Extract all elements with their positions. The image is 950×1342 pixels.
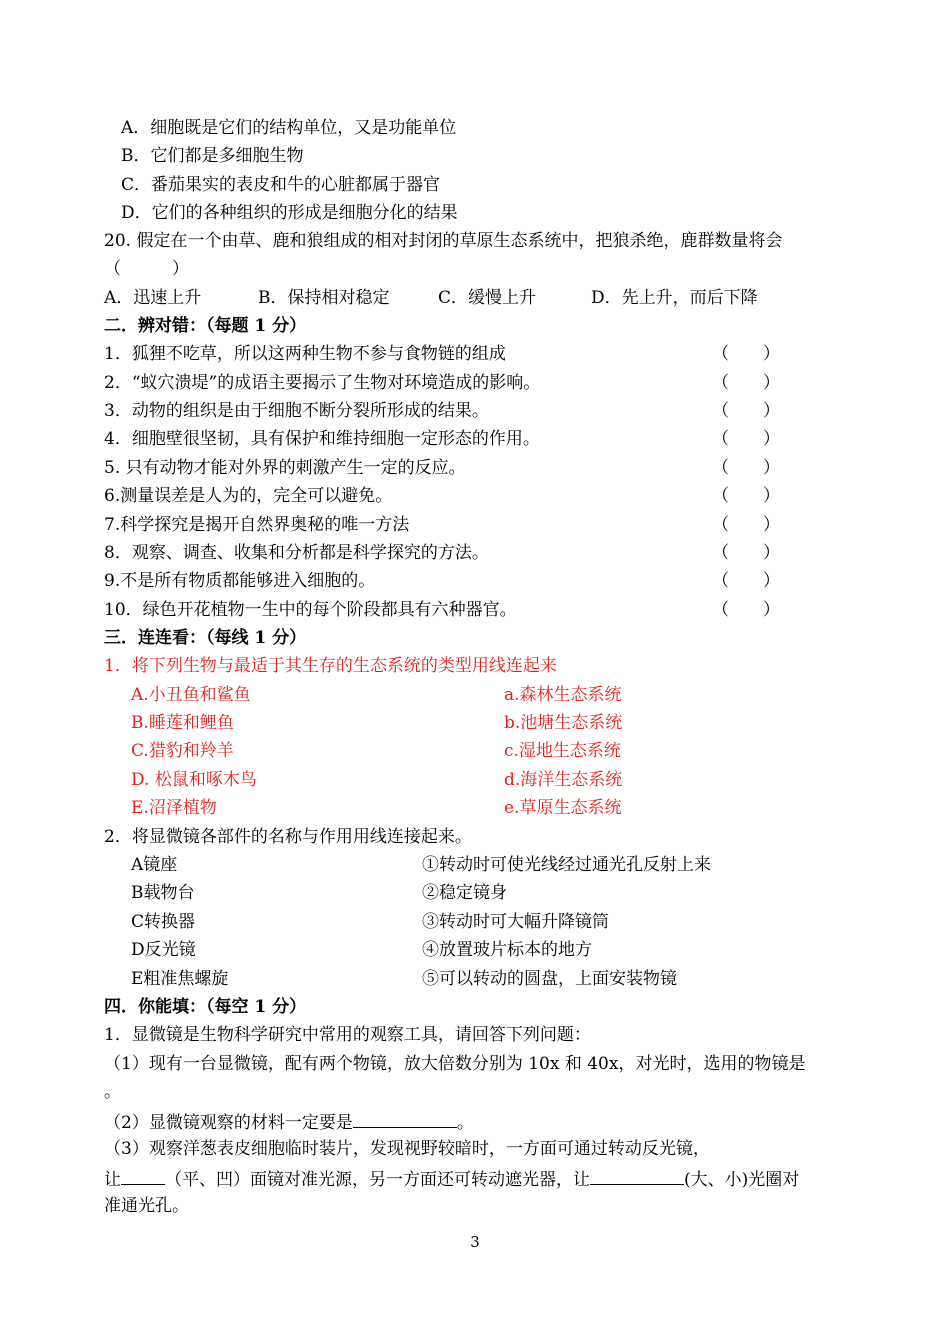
tf-item-9: 9.不是所有物质都能够进入细胞的。 xyxy=(104,571,376,591)
fill-q1-stem: 1．显微镜是生物科学研究中常用的观察工具，请回答下列问题： xyxy=(104,1025,591,1045)
tf-answer-2: （ ） xyxy=(712,373,780,393)
q20-answer-paren: （ ） xyxy=(104,259,189,279)
fill-blank-aperture[interactable] xyxy=(590,1166,684,1185)
section-2-title: 二．辨对错：（每题 1 分） xyxy=(104,316,307,336)
match-q2-right-1: ①转动时可使光线经过通光孔反射上来 xyxy=(422,855,711,875)
match-q2-stem: 2．将显微镜各部件的名称与作用用线连接起来。 xyxy=(104,827,472,847)
match-q1-left-c: C.猎豹和羚羊 xyxy=(131,741,234,761)
q19-option-d: D．它们的各种组织的形成是细胞分化的结果 xyxy=(121,203,458,223)
match-q2-left-a: A镜座 xyxy=(131,855,178,875)
q20-option-a: A．迅速上升 xyxy=(104,288,202,308)
tf-item-5: 5. 只有动物才能对外界的刺激产生一定的反应。 xyxy=(104,458,466,478)
match-q2-left-d: D反光镜 xyxy=(131,940,196,960)
tf-item-2: 2．“蚁穴溃堤”的成语主要揭示了生物对环境造成的影响。 xyxy=(104,373,541,393)
tf-answer-8: （ ） xyxy=(712,543,780,563)
match-q2-right-3: ③转动时可大幅升降镜筒 xyxy=(422,912,609,932)
tf-answer-9: （ ） xyxy=(712,571,780,591)
q20-stem: 20. 假定在一个由草、鹿和狼组成的相对封闭的草原生态系统中，把狼杀绝，鹿群数量将会 xyxy=(104,231,783,251)
match-q2-right-4: ④放置玻片标本的地方 xyxy=(422,940,592,960)
q20-option-c: C．缓慢上升 xyxy=(438,288,537,308)
fill-blank-mirror[interactable] xyxy=(121,1166,165,1185)
q20-option-b: B．保持相对稳定 xyxy=(258,288,390,308)
fill-blank-material[interactable] xyxy=(353,1109,457,1128)
tf-item-3: 3．动物的组织是由于细胞不断分裂所形成的结果。 xyxy=(104,401,489,421)
fill-q1-part3-text-a: 让 xyxy=(104,1170,121,1190)
tf-item-7: 7.科学探究是揭开自然界奥秘的唯一方法 xyxy=(104,515,410,535)
fill-q1-part1: （1）现有一台显微镜，配有两个物镜，放大倍数分别为 10x 和 40x，对光时，选用的物镜是 xyxy=(104,1054,806,1074)
q19-option-b: B．它们都是多细胞生物 xyxy=(121,146,304,166)
match-q1-right-e: e.草原生态系统 xyxy=(504,798,622,818)
tf-answer-4: （ ） xyxy=(712,429,780,449)
tf-answer-10: （ ） xyxy=(712,600,780,620)
match-q1-left-b: B.睡莲和鲤鱼 xyxy=(131,713,234,733)
match-q1-stem: 1．将下列生物与最适于其生存的生态系统的类型用线连起来 xyxy=(104,656,557,676)
match-q1-right-c: c.湿地生态系统 xyxy=(504,741,621,761)
tf-answer-6: （ ） xyxy=(712,486,780,506)
tf-item-4: 4．细胞壁很坚韧，具有保护和维持细胞一定形态的作用。 xyxy=(104,429,540,449)
tf-item-8: 8．观察、调查、收集和分析都是科学探究的方法。 xyxy=(104,543,489,563)
match-q1-right-b: b.池塘生态系统 xyxy=(504,713,623,733)
fill-q1-part2-end: 。 xyxy=(456,1113,474,1133)
fill-q1-part3-line3: 准通光孔。 xyxy=(104,1196,189,1216)
section-3-title: 三．连连看：（每线 1 分） xyxy=(104,628,307,648)
fill-q1-part2-text: （2）显微镜观察的材料一定要是 xyxy=(104,1113,353,1133)
match-q1-right-a: a.森林生态系统 xyxy=(504,685,622,705)
match-q2-right-2: ②稳定镜身 xyxy=(422,883,507,903)
match-q1-left-e: E.沼泽植物 xyxy=(131,798,217,818)
fill-q1-part3-text-b: （平、凹）面镜对准光源，另一方面还可转动遮光器，让 xyxy=(165,1170,590,1190)
match-q2-left-e: E粗准焦螺旋 xyxy=(131,969,229,989)
match-q1-left-a: A.小丑鱼和鲨鱼 xyxy=(131,685,251,705)
match-q1-right-d: d.海洋生态系统 xyxy=(504,770,623,790)
fill-q1-part3-line2 xyxy=(104,1166,799,1191)
q19-option-c: C．番茄果实的表皮和牛的心脏都属于器官 xyxy=(121,175,441,195)
page-number: 3 xyxy=(470,1233,480,1251)
fill-q1-part1-end: 。 xyxy=(104,1082,121,1102)
match-q2-left-b: B载物台 xyxy=(131,883,195,903)
q20-option-d: D．先上升，而后下降 xyxy=(591,288,758,308)
match-q2-right-5: ⑤可以转动的圆盘，上面安装物镜 xyxy=(422,969,677,989)
fill-q1-part3: （3）观察洋葱表皮细胞临时装片，发现视野较暗时，一方面可通过转动反光镜， xyxy=(104,1139,710,1159)
section-4-title: 四．你能填：（每空 1 分） xyxy=(104,997,307,1017)
tf-answer-1: （ ） xyxy=(712,344,780,364)
tf-item-10: 10．绿色开花植物一生中的每个阶段都具有六种器官。 xyxy=(104,600,517,620)
q19-option-a: A．细胞既是它们的结构单位，又是功能单位 xyxy=(121,118,457,138)
tf-answer-3: （ ） xyxy=(712,401,780,421)
tf-item-1: 1．狐狸不吃草，所以这两种生物不参与食物链的组成 xyxy=(104,344,506,364)
tf-answer-7: （ ） xyxy=(712,515,780,535)
match-q2-left-c: C转换器 xyxy=(131,912,196,932)
tf-answer-5: （ ） xyxy=(712,458,780,478)
fill-q1-part2 xyxy=(104,1109,474,1134)
tf-item-6: 6.测量误差是人为的，完全可以避免。 xyxy=(104,486,393,506)
match-q1-left-d: D. 松鼠和啄木鸟 xyxy=(131,770,257,790)
fill-q1-part3-text-c: (大、小)光圈对 xyxy=(684,1170,800,1190)
